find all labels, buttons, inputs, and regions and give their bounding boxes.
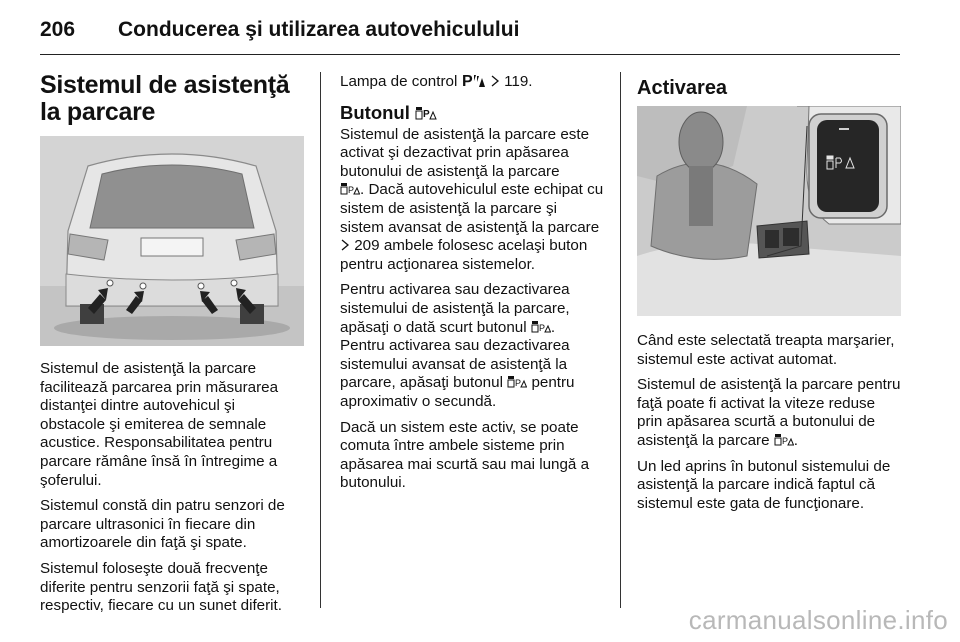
sensors-paragraph: Sistemul constă din patru senzori de parcare ultrasonici în fiecare din amortizoarele din faţă şi spate. [40,497,285,552]
column-divider-1 [320,72,321,608]
page-reference-icon [490,74,500,88]
control-lamp-ref: 119. [504,73,533,90]
page-number: 206 [40,18,76,41]
button-heading [340,102,604,124]
svg-text:P: P [461,73,473,88]
page-reference-icon [340,238,350,252]
console-button-illustration [637,106,901,316]
button-text-c: ambele folosesc acelaşi buton pentru acţionarea sistemelor. [340,237,588,273]
watermark: carmanualsonline.info [688,605,948,635]
led-paragraph: Un led aprins în butonul sistemului de asistenţă la parcare indică faptul că sistemul este gata de funcţionare. [637,457,891,512]
long-press-end: pentru aproximativ o secundă. [340,374,575,410]
button-text-ref: 209 [354,237,380,255]
column-left [40,72,304,623]
svg-text:P: P [348,185,355,196]
short-press-paragraph [340,281,604,411]
activation-heading: Activarea [637,77,728,99]
svg-text:P: P [423,108,430,120]
reverse-gear-paragraph: Când este selectată treapta marşarier, sistemul este activat automat. [637,332,895,368]
chapter-title: Conducerea şi utilizarea autovehiculului [118,18,520,41]
parking-assist-button-icon [507,375,527,389]
parking-lamp-icon [462,72,486,88]
front-activation-paragraph [637,376,901,450]
parking-assist-button-icon [340,182,360,196]
parking-assist-button-icon [531,320,551,334]
control-lamp-label: Lampa de control [340,73,458,90]
front-activation-text: Sistemul de asistenţă la parcare pentru faţă poate fi activat la viteze reduse prin apăsarea scurtă a butonului de asistenţă la parcare [637,376,901,449]
button-text-b: . Dacă autovehiculul este echipat cu sistem de asistenţă la parcare şi sistem avansat de asistenţă la parcare [340,181,604,236]
control-lamp-line [340,72,604,92]
frequency-paragraph: Sistemul foloseşte două frecvenţe diferite pentru senzorii faţă şi spate, respectiv, fiecare cu un sunet diferit. [40,559,282,615]
rear-car-illustration [40,136,304,346]
svg-text:P: P [515,378,522,389]
svg-text:P: P [781,435,788,446]
section-title: Sistemul de asistenţă la parcare [40,71,290,126]
parking-assist-button-icon [415,106,437,121]
svg-text:P: P [538,322,545,333]
page-header [40,14,900,55]
intro-paragraph: Sistemul de asistenţă la parcare facilitează parcarea prin măsurarea distanţei dintre autovehicul şi obstacole şi emiterea de semnale acustice. Responsabilitatea pentru parcare rămâne însă în întregime a şoferului. [40,360,279,489]
button-paragraph [340,126,604,275]
column-middle [340,72,604,500]
long-press-text: Pentru activarea sau dezactivarea sistemului avansat de asistenţă la parcare, apăsaţi butonul [340,337,570,392]
column-divider-2 [620,72,621,608]
button-text-a: Sistemul de asistenţă la parcare este activat şi dezactivat prin apăsarea butonului de asistenţă la parcare [340,125,590,180]
column-right [637,72,901,520]
button-heading-label: Butonul [340,101,410,123]
short-press-text: Pentru activarea sau dezactivarea sistemului de asistenţă la parcare, apăsaţi o dată scurt butonul [340,281,570,336]
parking-assist-button-icon [774,433,794,447]
switch-paragraph: Dacă un sistem este activ, se poate comuta între ambele sisteme prin apăsarea mai scurtă sau mai lungă a butonului. [340,418,590,492]
short-press-end: . [550,318,556,336]
front-activation-end: . [793,431,799,449]
